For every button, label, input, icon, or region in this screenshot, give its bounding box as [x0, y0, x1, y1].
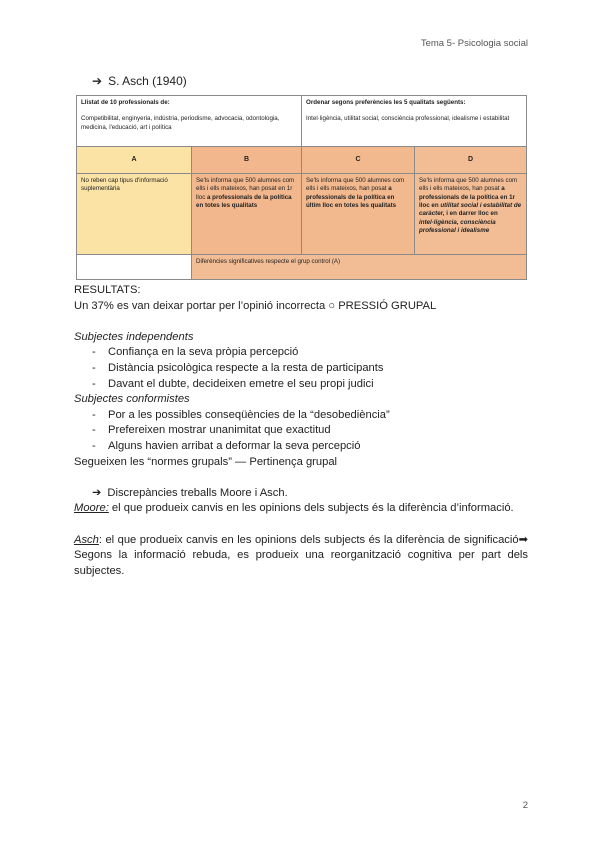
independents-title: Subjectes independents: [74, 330, 194, 343]
norms-line: Segueixen les “normes grupals” — Pertinença grupal: [74, 455, 338, 468]
group-c-header: C: [302, 147, 415, 174]
cell-italic-text: utilitat social i estabilitat de caràcter,: [419, 202, 522, 218]
page-header: Tema 5- Psicologia social: [420, 38, 528, 49]
asch-paragraph: [74, 533, 528, 580]
page-number: 2: [522, 800, 528, 811]
group-d-header: D: [415, 147, 527, 174]
professions-list: Competibilitat, enginyeria, indústria, periodisme, advocacia, odontologia, medicina, l'educació, art i política: [81, 115, 280, 131]
list-item: - Prefereixen mostrar unanimitat que exactitud: [92, 423, 528, 439]
discrepancies-line: [74, 486, 528, 502]
cell-bold-text: a professionals de la política en últim lloc en totes les qualitats: [306, 185, 397, 210]
section-title: [92, 74, 187, 88]
table-row: [77, 147, 527, 174]
conformists-title: Subjectes conformistes: [74, 393, 190, 406]
cell-bold-text: a professionals de la política en 1r lloc en: [419, 185, 515, 210]
moore-text: el que produeix canvis en les opinions dels subjects és la diferència d’informació.: [108, 502, 514, 515]
group-a-cell: No reben cap tipus d'informació suplementària: [77, 174, 192, 255]
cell-bold-text: i en darrer lloc en: [444, 210, 498, 218]
cell-italic-text: intel·ligència, consciència professional i idealisme: [419, 218, 496, 235]
empty-cell: [77, 255, 192, 280]
moore-label: Moore:: [74, 502, 109, 515]
asch-label: Asch: [74, 533, 99, 546]
group-a-header: A: [77, 147, 192, 174]
qualities-cell: [302, 96, 527, 147]
cell-bold-text: a professionals de la política en totes les qualitats: [196, 193, 292, 210]
group-b-cell: [192, 174, 302, 255]
list-item: - Alguns havien arribat a deformar la seva percepció: [92, 439, 528, 455]
group-d-cell: [415, 174, 527, 255]
results-line: Un 37% es van deixar portar per l’opinió incorrecta ○ PRESSIÓ GRUPAL: [74, 299, 437, 312]
body-text: [74, 283, 528, 579]
cell-text: Se'ls informa que 500 alumnes com ells i ells mateixos, han posat en 1r lloc: [196, 177, 295, 201]
professions-heading: Llistat de 10 professionals de:: [81, 99, 170, 106]
independents-list: [74, 345, 528, 392]
experiment-table: [76, 95, 527, 280]
cell-text: Se'ls informa que 500 alumnes com ells i ells mateixos, han posat: [419, 177, 518, 193]
qualities-list: Intel·ligència, utilitat social, consciència professional, idealisme i estabilitat: [306, 115, 510, 123]
moore-paragraph: [74, 501, 528, 517]
cell-text: Se'ls informa que 500 alumnes com ells i ells mateixos, han posat: [306, 177, 405, 193]
list-item: - Por a les possibles conseqüències de la “desobediència”: [92, 408, 528, 424]
asch-text: : el que produeix canvis en les opinions dels subjects és la diferència de significació➡ Segons la informació rebuda, es produeix una reorganització cognitiva per part dels subjectes.: [74, 533, 528, 577]
arrow-icon: ➔: [92, 486, 102, 499]
discrepancies-text: Discrepàncies treballs Moore i Asch.: [107, 486, 288, 499]
group-c-cell: [302, 174, 415, 255]
table-row: [77, 96, 527, 147]
differences-cell: Diferències significatives respecte el grup control (A): [192, 255, 527, 280]
professions-cell: [77, 96, 302, 147]
list-item: - Davant el dubte, decideixen emetre el seu propi judici: [92, 377, 528, 393]
section-title-text: S. Asch (1940): [108, 74, 187, 88]
table-row: [77, 174, 527, 255]
group-b-header: B: [192, 147, 302, 174]
conformists-list: [74, 408, 528, 455]
list-item: - Confiança en la seva pròpia percepció: [92, 345, 528, 361]
list-item: - Distància psicològica respecte a la resta de participants: [92, 361, 528, 377]
results-label: RESULTATS:: [74, 284, 141, 296]
arrow-icon: ➔: [92, 74, 103, 88]
table-row: [77, 255, 527, 280]
qualities-heading: Ordenar segons preferències les 5 qualitats següents:: [306, 99, 466, 106]
